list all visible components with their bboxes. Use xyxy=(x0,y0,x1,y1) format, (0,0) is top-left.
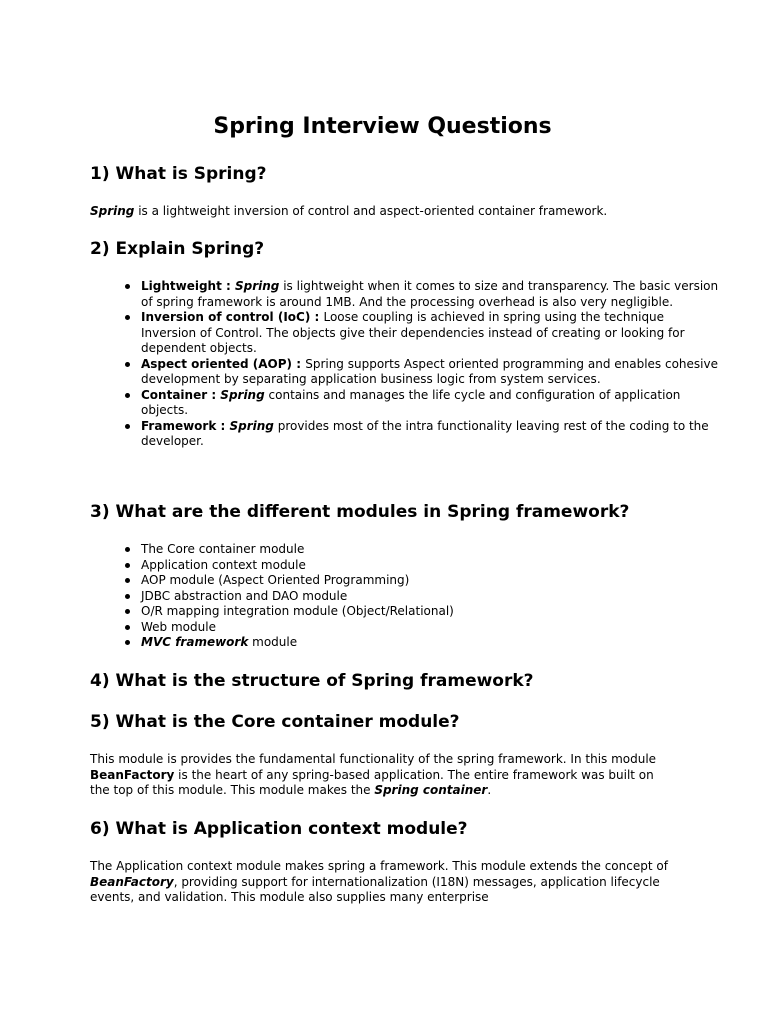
paragraph-what-is-spring: Spring is a lightweight inversion of control and aspect-oriented container framework. xyxy=(90,204,608,218)
list-item: Container : Spring contains and manages the life cycle and configuration of application objects. xyxy=(141,388,721,419)
list-spring-modules xyxy=(90,542,721,651)
heading-what-is-spring: 1) What is Spring? xyxy=(90,164,267,184)
list-item: Aspect oriented (AOP) : Spring supports Aspect oriented programming and enables cohesive development by separating application business logic from system services. xyxy=(141,357,721,388)
list-item: MVC framework module xyxy=(141,635,721,651)
list-item: Inversion of control (IoC) : Loose coupling is achieved in spring using the technique Inversion of Control. The objects give their dependencies instead of creating or looking for dependent objects. xyxy=(141,310,721,357)
list-item: Framework : Spring provides most of the intra functionality leaving rest of the coding to the developer. xyxy=(141,419,721,450)
paragraph-application-context: The Application context module makes spring a framework. This module extends the concept of BeanFactory, providing support for internationalization (I18N) messages, application lifecycle events, and validation. This module also supplies many enterprise xyxy=(90,859,668,905)
heading-explain-spring: 2) Explain Spring? xyxy=(90,239,265,259)
list-item: AOP module (Aspect Oriented Programming) xyxy=(141,573,721,589)
page-title: Spring Interview Questions xyxy=(213,114,552,139)
list-item: Lightweight : Spring is lightweight when it comes to size and transparency. The basic version of spring framework is around 1MB. And the processing overhead is also very negligible. xyxy=(141,279,721,310)
paragraph-core-container: This module is provides the fundamental functionality of the spring framework. In this module BeanFactory is the heart of any spring-based application. The entire framework was built on the top of this module. This module makes the Spring container. xyxy=(90,752,657,798)
heading-spring-structure: 4) What is the structure of Spring framework? xyxy=(90,671,534,691)
list-item: Application context module xyxy=(141,558,721,574)
heading-spring-modules: 3) What are the different modules in Spring framework? xyxy=(90,502,630,522)
list-item: JDBC abstraction and DAO module xyxy=(141,589,721,605)
heading-core-container: 5) What is the Core container module? xyxy=(90,712,460,732)
list-item: Web module xyxy=(141,620,721,636)
list-spring-features xyxy=(90,279,721,450)
list-item: The Core container module xyxy=(141,542,721,558)
heading-application-context: 6) What is Application context module? xyxy=(90,819,468,839)
document-page xyxy=(90,0,719,1024)
list-item: O/R mapping integration module (Object/Relational) xyxy=(141,604,721,620)
